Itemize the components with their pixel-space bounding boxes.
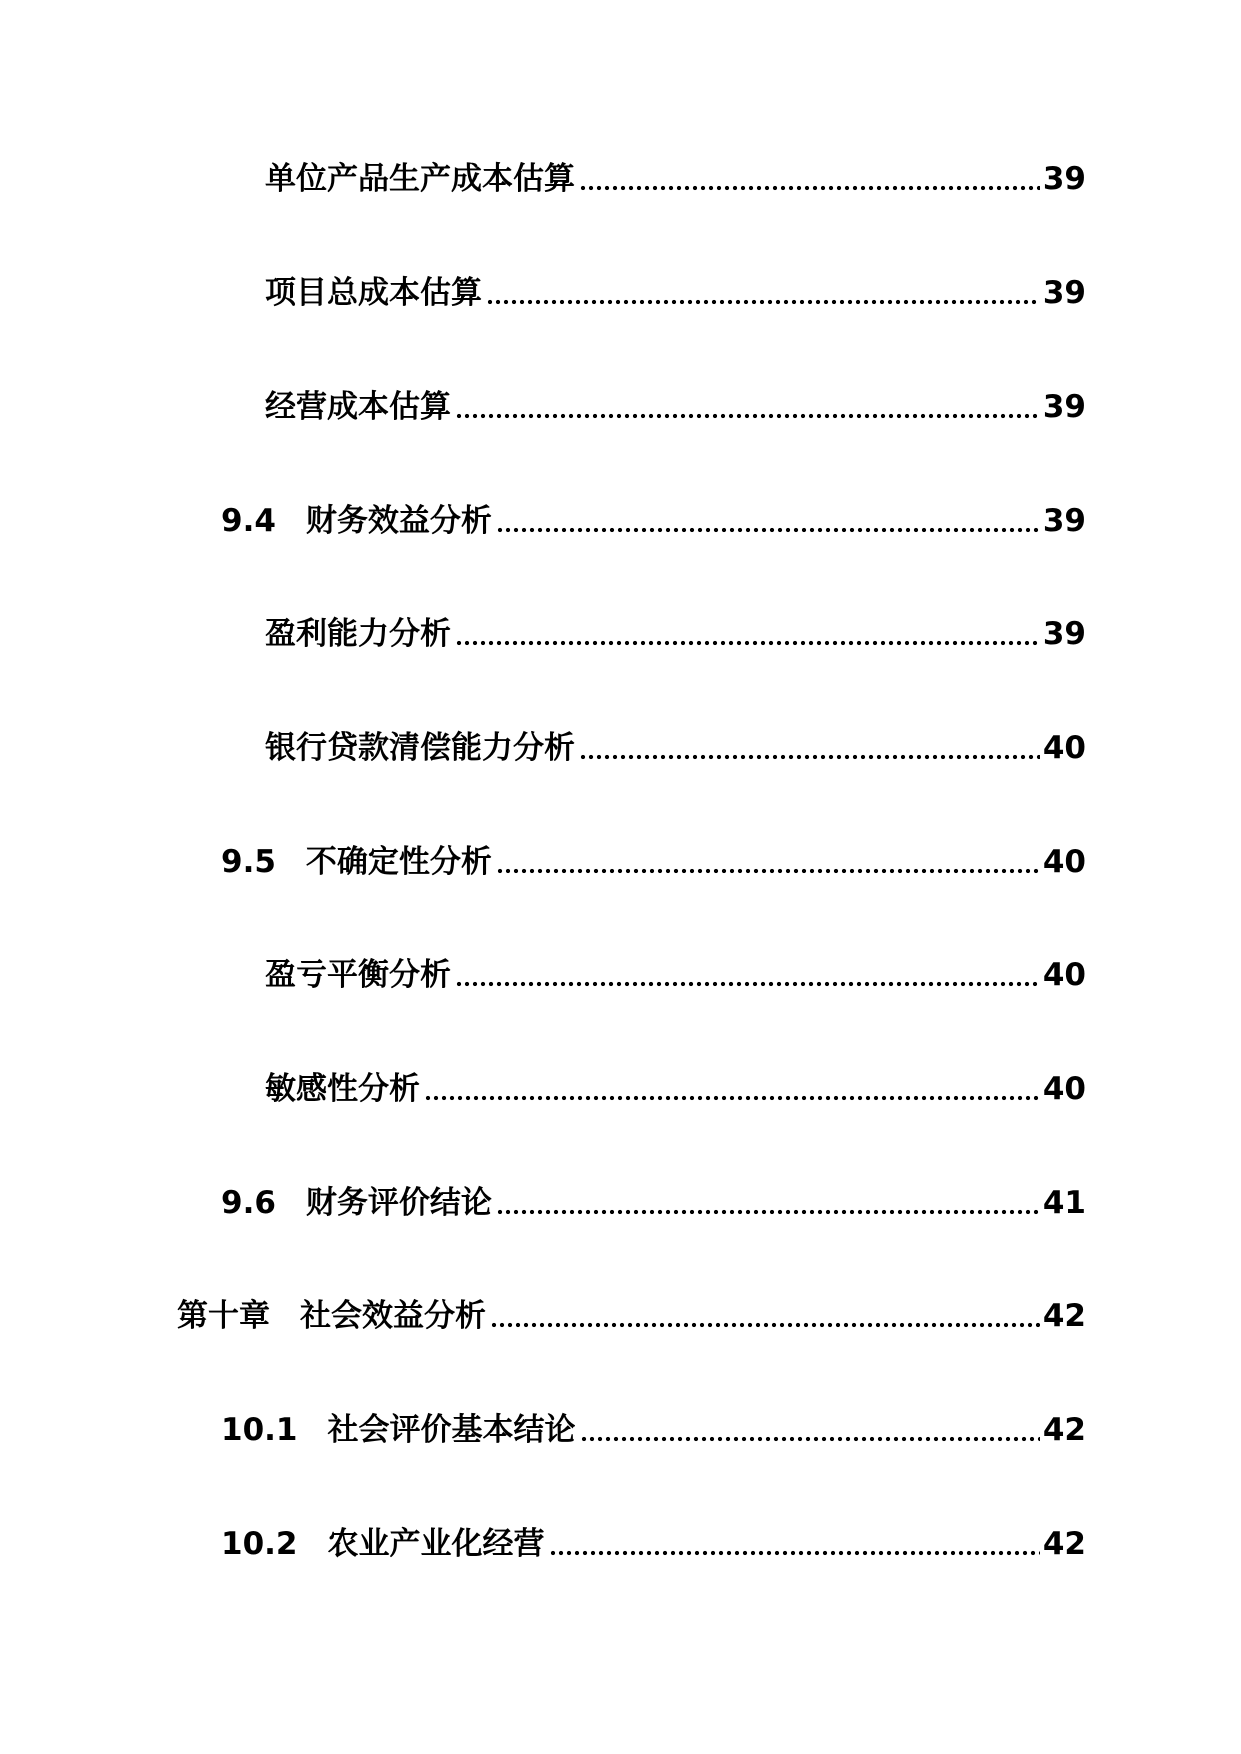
toc-dot-leader [579,166,1040,192]
toc-dot-leader [455,962,1040,988]
toc-page-number: 40 [1042,730,1086,766]
toc-entry-title: 经营成本估算 [265,389,451,425]
toc-page-number: 40 [1042,1071,1086,1107]
toc-section-number: 9.4 [221,503,276,539]
toc-entry[interactable] [221,1173,1086,1233]
toc-entry[interactable] [265,263,1086,323]
toc-dot-leader [579,735,1040,761]
toc-dot-leader [455,621,1040,647]
toc-entry-title: 财务评价结论 [305,1185,492,1221]
toc-page-number: 42 [1042,1526,1086,1562]
toc-dot-leader [455,394,1040,420]
toc-page-number: 39 [1042,503,1086,539]
toc-entry-title: 敏感性分析 [265,1071,420,1107]
toc-dot-leader [496,849,1040,875]
toc-section-number: 10.1 [221,1412,298,1448]
toc-dot-leader [490,1303,1040,1329]
toc-dot-leader [580,1417,1040,1443]
toc-entry-title: 财务效益分析 [305,503,492,539]
toc-section-number: 10.2 [221,1526,298,1562]
toc-entry-title: 单位产品生产成本估算 [265,161,575,197]
toc-entry[interactable] [265,718,1086,778]
toc-page-number: 39 [1042,389,1086,425]
toc-entry[interactable] [221,491,1086,551]
toc-entry-title: 盈亏平衡分析 [265,957,451,993]
toc-entry-title: 银行贷款清偿能力分析 [265,730,575,766]
toc-dot-leader [424,1076,1040,1102]
toc-page-number: 39 [1042,616,1086,652]
toc-page-number: 40 [1042,957,1086,993]
toc-entry[interactable] [265,149,1086,209]
toc-entry[interactable] [265,377,1086,437]
toc-section-number: 9.5 [221,844,276,880]
toc-chapter-number: 第十章 [177,1298,270,1334]
toc-entry-title: 项目总成本估算 [265,275,482,311]
toc-entry[interactable] [221,1400,1086,1460]
toc-entry[interactable] [265,1059,1086,1119]
toc-page-number: 39 [1042,275,1086,311]
toc-page-number: 39 [1042,161,1086,197]
toc-entry[interactable] [221,832,1086,892]
toc-page-number: 42 [1042,1298,1086,1334]
toc-entry[interactable] [221,1514,1086,1574]
toc-page-number: 42 [1042,1412,1086,1448]
toc-page-number: 40 [1042,844,1086,880]
toc-entry-title: 社会评价基本结论 [327,1412,576,1448]
toc-entry[interactable] [265,945,1086,1005]
toc-section-number: 9.6 [221,1185,276,1221]
toc-entry[interactable] [265,604,1086,664]
toc-dot-leader [549,1531,1040,1557]
toc-entry-title: 农业产业化经营 [327,1526,545,1562]
toc-page-number: 41 [1042,1185,1086,1221]
toc-entry-title: 社会效益分析 [300,1298,486,1334]
toc-entry-title: 盈利能力分析 [265,616,451,652]
toc-dot-leader [496,1190,1040,1216]
toc-entry[interactable] [177,1286,1086,1346]
toc-dot-leader [486,280,1040,306]
toc-dot-leader [496,508,1040,534]
toc-entry-title: 不确定性分析 [305,844,492,880]
